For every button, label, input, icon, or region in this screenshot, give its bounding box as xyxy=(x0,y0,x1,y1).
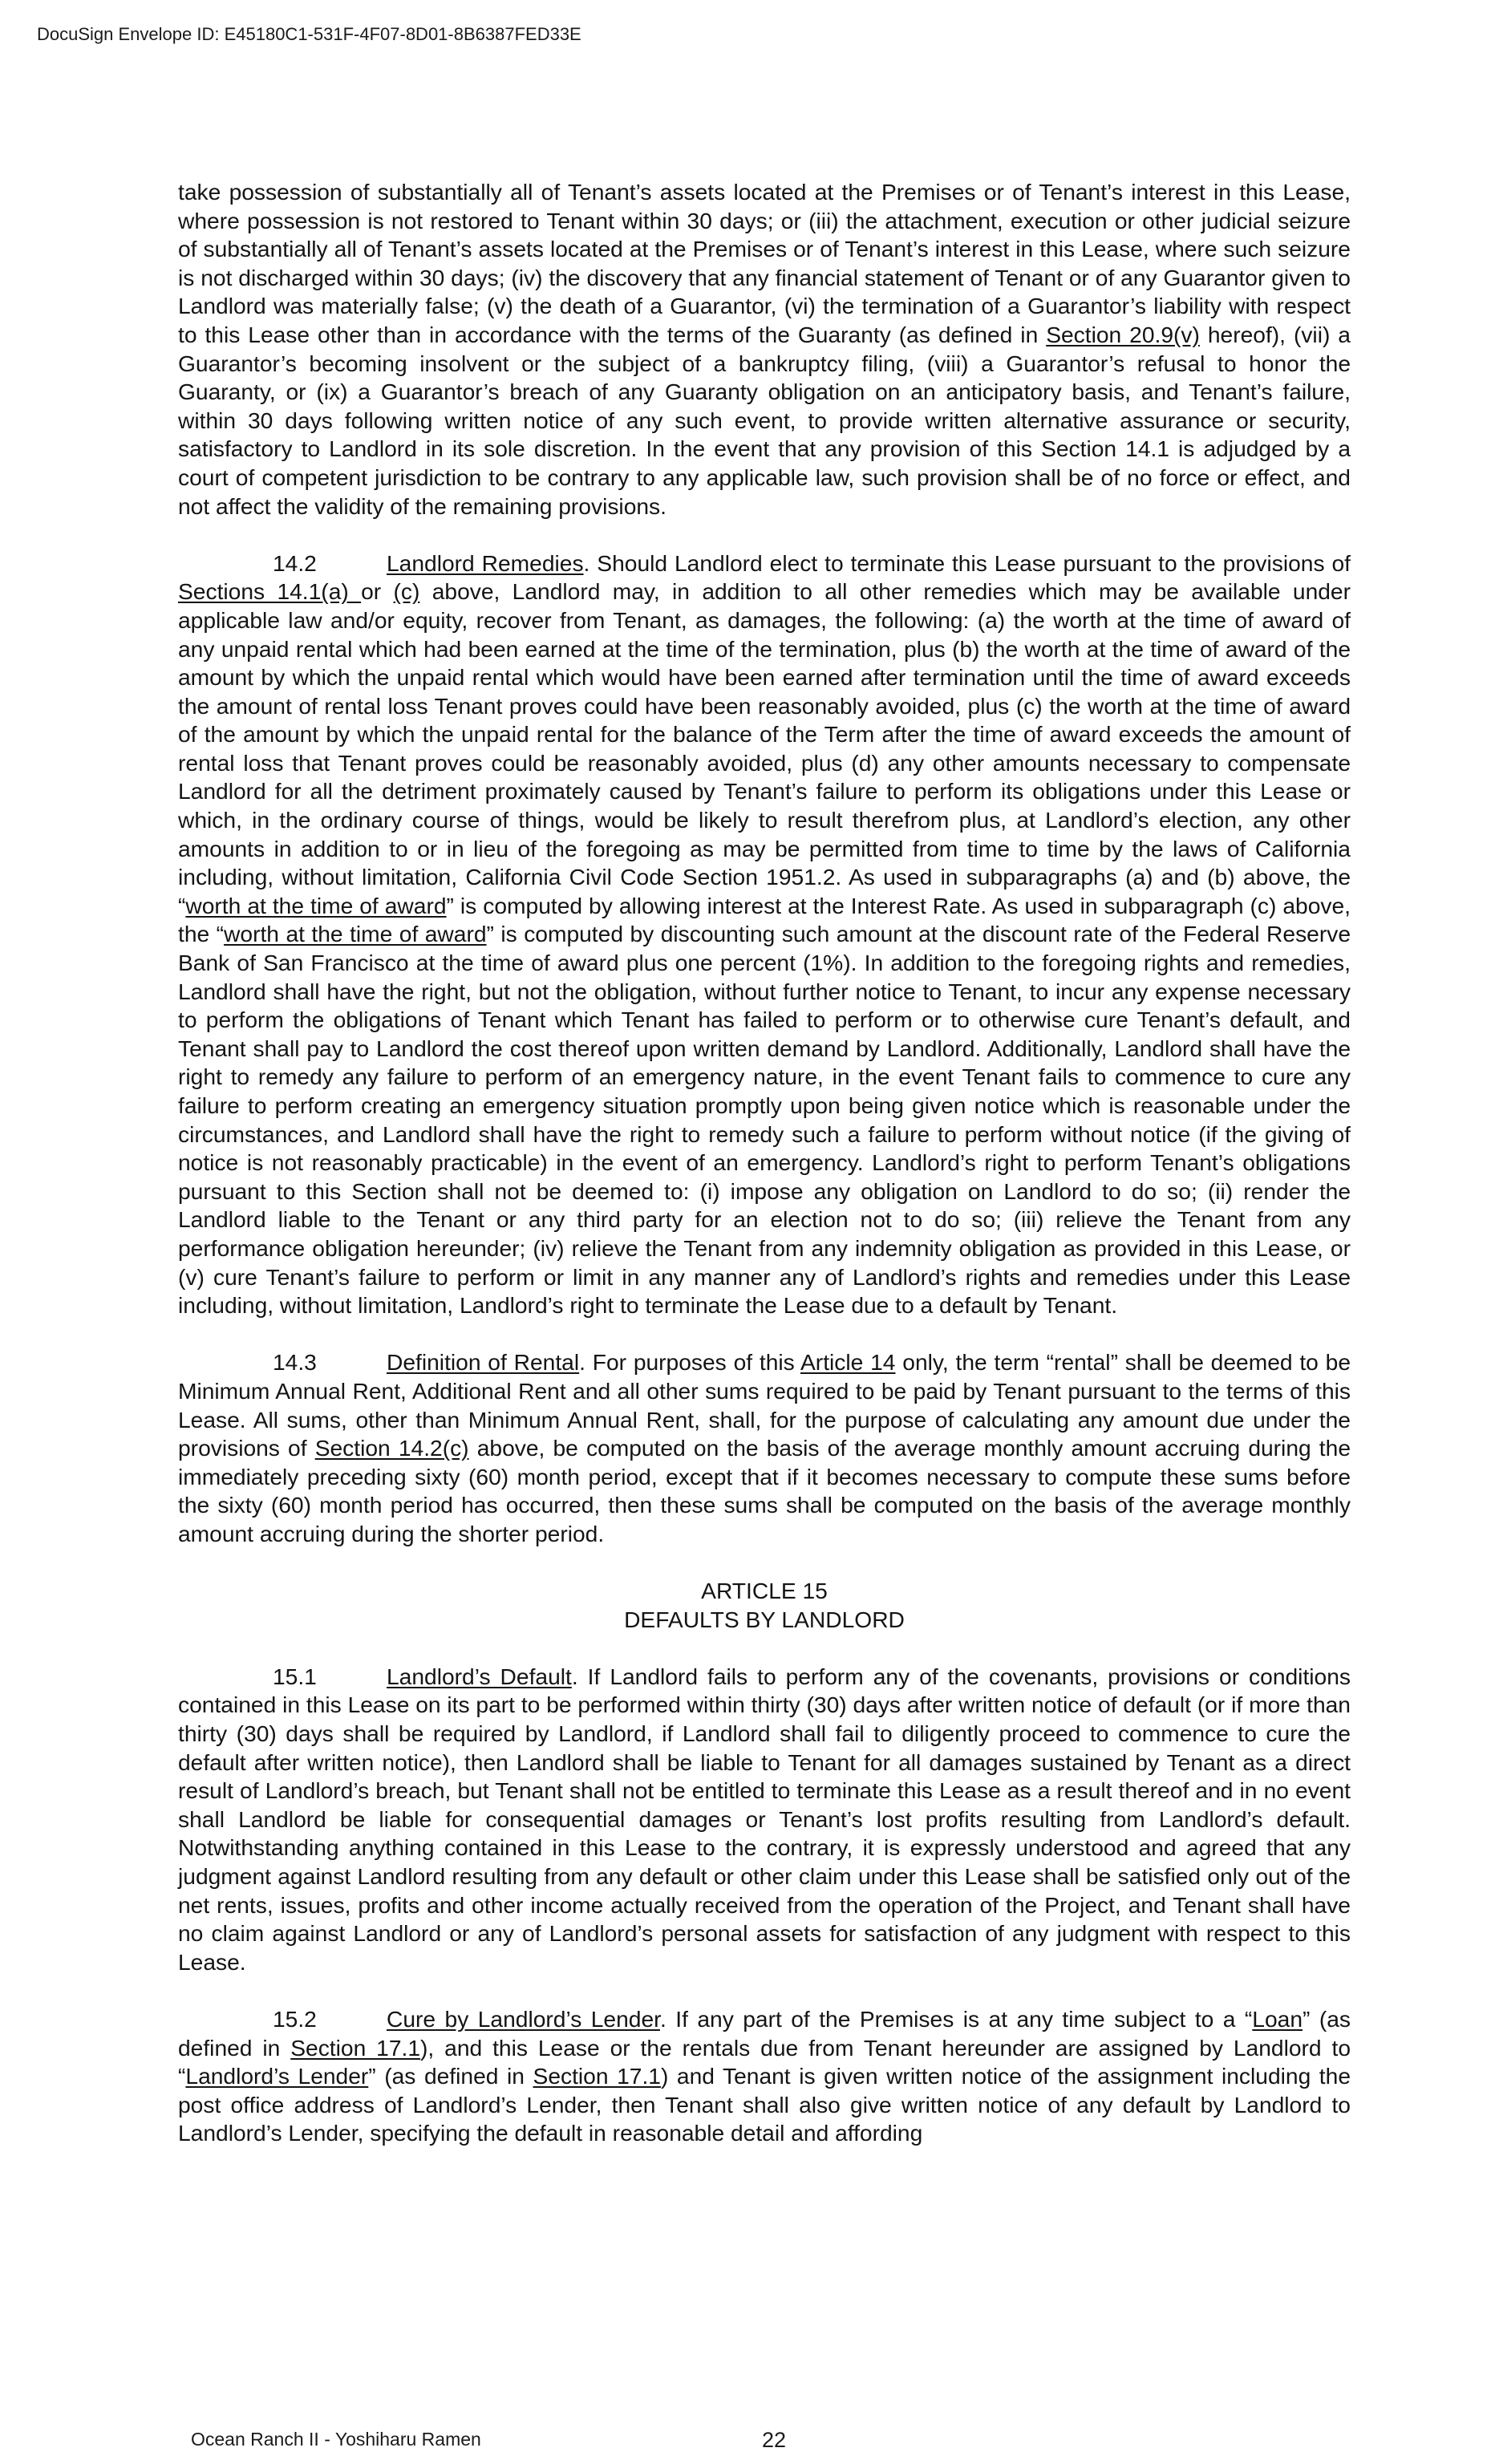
text-run: above, Landlord may, in addition to all other remedies which may be available under applicable law and/or equity, recover from Tenant, as damages, the following: (a) the worth at the time of award of any unpaid rental which had been earned at the time of the termination, plus (b) the worth at the time of award of the amount by which the unpaid rental which would have been earned after termination until the time of award exceeds the amount of rental loss Tenant proves could have been reasonably avoided, plus (c) the worth at the time of award of the amount by which the unpaid rental for the balance of the Term after the time of award exceeds the amount of rental loss that Tenant proves could be reasonably avoided, plus (d) any other amounts necessary to compensate Landlord for all the detriment proximately caused by Tenant’s failure to perform its obligations under this Lease or which, in the ordinary course of things, would be likely to result therefrom plus, at Landlord’s election, any other amounts in addition to or in lieu of the foregoing as may be permitted from time to time by the laws of California including, without limitation, California Civil Code Section 1951.2. As used in subparagraphs (a) and (b) above, the “ xyxy=(178,578,1351,918)
text-run: . If Landlord fails to perform any of the covenants, provisions or conditions contained in this Lease on its part to be performed within thirty (30) days after written notice of default (or if more than thirty (30) days shall be required by Landlord, if Landlord shall fail to diligently proceed to commence to cure the default after written notice), then Landlord shall be liable to Tenant for all damages sustained by Tenant as a direct result of Landlord’s breach, but Tenant shall not be entitled to terminate this Lease as a result thereof and in no event shall Landlord be liable for consequential damages or Tenant’s lost profits resulting from Landlord’s default. Notwithstanding anything contained in this Lease to the contrary, it is expressly understood and agreed that any judgment against Landlord resulting from any default or other claim under this Lease shall be satisfied only out of the net rents, issues, profits and other income actually received from the operation of the Project, and Tenant shall have no claim against Landlord or any of Landlord’s personal assets for satisfaction of any judgment with respect to this Lease. xyxy=(178,1663,1351,1975)
cross-reference: Sections 14.1(a) xyxy=(178,578,362,605)
section-number: 15.2 xyxy=(273,2006,317,2032)
text-run: ” (as defined in xyxy=(178,2006,1351,2061)
text-run: or xyxy=(361,578,394,605)
text-run: . Should Landlord elect to terminate this Lease pursuant to the provisions of xyxy=(583,549,1351,576)
section-number: 15.1 xyxy=(273,1663,317,1689)
text-run: . If any part of the Premises is at any time subject to a “ xyxy=(659,2006,1253,2032)
section-number: 14.2 xyxy=(273,549,317,576)
paragraph-14-1-continuation xyxy=(178,178,1351,521)
section-15-1 xyxy=(178,1663,1351,1977)
section-14-3 xyxy=(178,1348,1351,1548)
section-number: 14.3 xyxy=(273,1349,317,1376)
text-run: . For purposes of this xyxy=(579,1349,800,1376)
docusign-envelope-id: DocuSign Envelope ID: E45180C1-531F-4F07-8D01-8B6387FED33E xyxy=(37,24,581,44)
document-body xyxy=(178,178,1351,2148)
section-title: Definition of Rental xyxy=(387,1349,580,1376)
text-run: ” is computed by discounting such amount at the discount rate of the Federal Reserve Bank of San Francisco at the time of award plus one percent (1%). In addition to the foregoing rights and remedies, Landlord shall have the right, but not the obligation, without further notice to Tenant, to incur any expense necessary to perform the obligations of Tenant which Tenant has failed to perform or to otherwise cure Tenant’s default, and Tenant shall pay to Landlord the cost thereof upon written demand by Landlord. Additionally, Landlord shall have the right to remedy any failure to perform of an emergency nature, in the event Tenant fails to commence to cure any failure to perform creating an emergency situation promptly upon being given notice which is reasonable under the circumstances, and Landlord shall have the right to remedy such a failure to perform without notice (if the giving of notice is not reasonably practicable) in the event of an emergency. Landlord’s right to perform Tenant’s obligations pursuant to this Section shall not be deemed to: (i) impose any obligation on Landlord to do so; (ii) render the Landlord liable to the Tenant or any third party for an election not to do so; (iii) relieve the Tenant from any performance obligation hereunder; (iv) relieve the Tenant from any indemnity obligation as provided in this Lease, or (v) cure Tenant’s failure to perform or limit in any manner any of Landlord’s rights and remedies under this Lease including, without limitation, Landlord’s right to terminate the Lease due to a default by Tenant. xyxy=(178,921,1351,1319)
page-number: 22 xyxy=(762,2428,787,2452)
section-15-2 xyxy=(178,2005,1351,2148)
text-run: ” (as defined in xyxy=(368,2063,533,2089)
cross-reference: Section 17.1 xyxy=(290,2034,421,2061)
section-title: Landlord Remedies xyxy=(387,549,584,576)
section-title: Cure by Landlord’s Lender xyxy=(387,2006,660,2032)
cross-reference: (c) xyxy=(393,578,420,605)
defined-term: worth at the time of award xyxy=(224,921,487,947)
cross-reference: Section 17.1 xyxy=(533,2063,661,2089)
text-run: ) and Tenant is given written notice of the assignment including the post office address of Landlord’s Lender, then Tenant shall also give written notice of any default by Landlord to Landlord’s Lender, specifying the default in reasonable detail and affording xyxy=(178,2063,1351,2146)
article-title: DEFAULTS BY LANDLORD xyxy=(624,1606,905,1632)
defined-term: Loan xyxy=(1252,2006,1303,2032)
cross-reference: Article 14 xyxy=(800,1349,896,1376)
section-14-2 xyxy=(178,549,1351,1320)
text-run: only, the term “rental” shall be deemed to be Minimum Annual Rent, Additional Rent and all other sums required to be paid by Tenant pursuant to the terms of this Lease. All sums, other than Minimum Annual Rent, shall, for the purpose of calculating any amount due under the provisions of xyxy=(178,1349,1351,1461)
text-run: hereof), (vii) a Guarantor’s becoming insolvent or the subject of a bankruptcy filing, (viii) a Guarantor’s refusal to honor the Guaranty, or (ix) a Guarantor’s breach of any Guaranty obligation on an anticipatory basis, and Tenant’s failure, within 30 days following written notice of any such event, to provide written alternative assurance or security, satisfactory to Landlord in its sole discretion. In the event that any provision of this Section 14.1 is adjudged by a court of competent jurisdiction to be contrary to any applicable law, such provision shall be of no force or effect, and not affect the validity of the remaining provisions. xyxy=(178,321,1351,519)
text-run: ), and this Lease or the rentals due from Tenant hereunder are assigned by Landlord to “ xyxy=(178,2034,1351,2089)
cross-reference: Section 20.9(v) xyxy=(1046,321,1200,347)
section-title: Landlord’s Default xyxy=(387,1663,572,1689)
cross-reference: Section 14.2(c) xyxy=(314,1435,469,1461)
text-run: take possession of substantially all of Tenant’s assets located at the Premises or of Tenant’s interest in this Lease, where possession is not restored to Tenant within 30 days; or (iii) the attachment, execution or other judicial seizure of substantially all of Tenant’s assets located at the Premises or of Tenant’s interest in this Lease, where such seizure is not discharged within 30 days; (iv) the discovery that any financial statement of Tenant or of any Guarantor given to Landlord was materially false; (v) the death of a Guarantor, (vi) the termination of a Guarantor’s liability with respect to this Lease other than in accordance with the terms of the Guaranty (as defined in xyxy=(178,179,1351,347)
article-number: ARTICLE 15 xyxy=(701,1578,828,1604)
defined-term: worth at the time of award xyxy=(185,892,447,918)
footer-document-name: Ocean Ranch II - Yoshiharu Ramen xyxy=(191,2429,481,2450)
defined-term: Landlord’s Lender xyxy=(185,2063,369,2089)
text-run: ” is computed by allowing interest at the Interest Rate. As used in subparagraph (c) above, the “ xyxy=(178,892,1351,947)
text-run: above, be computed on the basis of the average monthly amount accruing during the immediately preceding sixty (60) month period, except that if it becomes necessary to compute these sums before the sixty (60) month period has occurred, then these sums shall be computed on the basis of the average monthly amount accruing during the shorter period. xyxy=(178,1435,1351,1546)
